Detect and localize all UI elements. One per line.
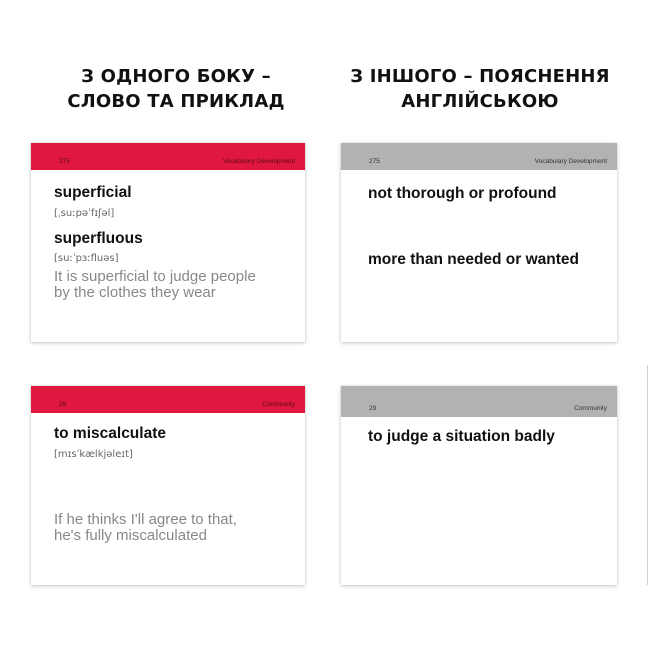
card-number: 29 [59, 401, 67, 408]
card-category: Vocabulary Development [534, 158, 607, 165]
card-number: 275 [369, 158, 380, 165]
card-category: Community [574, 405, 607, 412]
flashcard-front-superficial [31, 143, 305, 342]
right-heading-line-2: АНГЛІЙСЬКОЮ [401, 91, 559, 112]
card-number: 275 [59, 158, 70, 165]
right-heading-line-1: З ІНШОГО – ПОЯСНЕННЯ [350, 66, 610, 87]
card-header [31, 143, 305, 170]
card-definition: not thorough or profound [368, 185, 557, 202]
card-example-line-2: by the clothes they wear [54, 284, 216, 301]
card-category: Vocabulary Development [222, 158, 295, 165]
card-word-2: superfluous [54, 230, 143, 247]
card-number: 29 [369, 405, 377, 412]
left-column-heading [26, 64, 326, 114]
card-example-line-1: It is superficial to judge people [54, 268, 256, 285]
card-header [341, 143, 617, 170]
card-transcription: [mɪsˈkælkjəleɪt] [54, 449, 133, 460]
card-word: superficial [54, 184, 132, 201]
right-column-heading [330, 64, 630, 114]
edge-divider [647, 365, 648, 585]
flashcard-back-superficial [341, 143, 617, 342]
card-header [31, 386, 305, 413]
left-heading-line-1: З ОДНОГО БОКУ – [81, 66, 271, 87]
card-word: to miscalculate [54, 425, 166, 442]
card-definition-2: more than needed or wanted [368, 251, 580, 268]
card-category: Community [262, 401, 295, 408]
left-heading-line-2: СЛОВО ТА ПРИКЛАД [67, 91, 285, 112]
card-example-line-2: he's fully miscalculated [54, 527, 207, 544]
card-example-line-1: If he thinks I'll agree to that, [54, 511, 237, 528]
flashcard-back-miscalculate [341, 386, 617, 585]
flashcard-front-miscalculate [31, 386, 305, 585]
card-transcription: [ˌsuːpəˈfɪʃəl] [54, 208, 115, 219]
card-header [341, 386, 617, 417]
card-definition: to judge a situation badly [368, 428, 555, 445]
card-transcription-2: [suːˈpɜːfluəs] [54, 253, 119, 264]
